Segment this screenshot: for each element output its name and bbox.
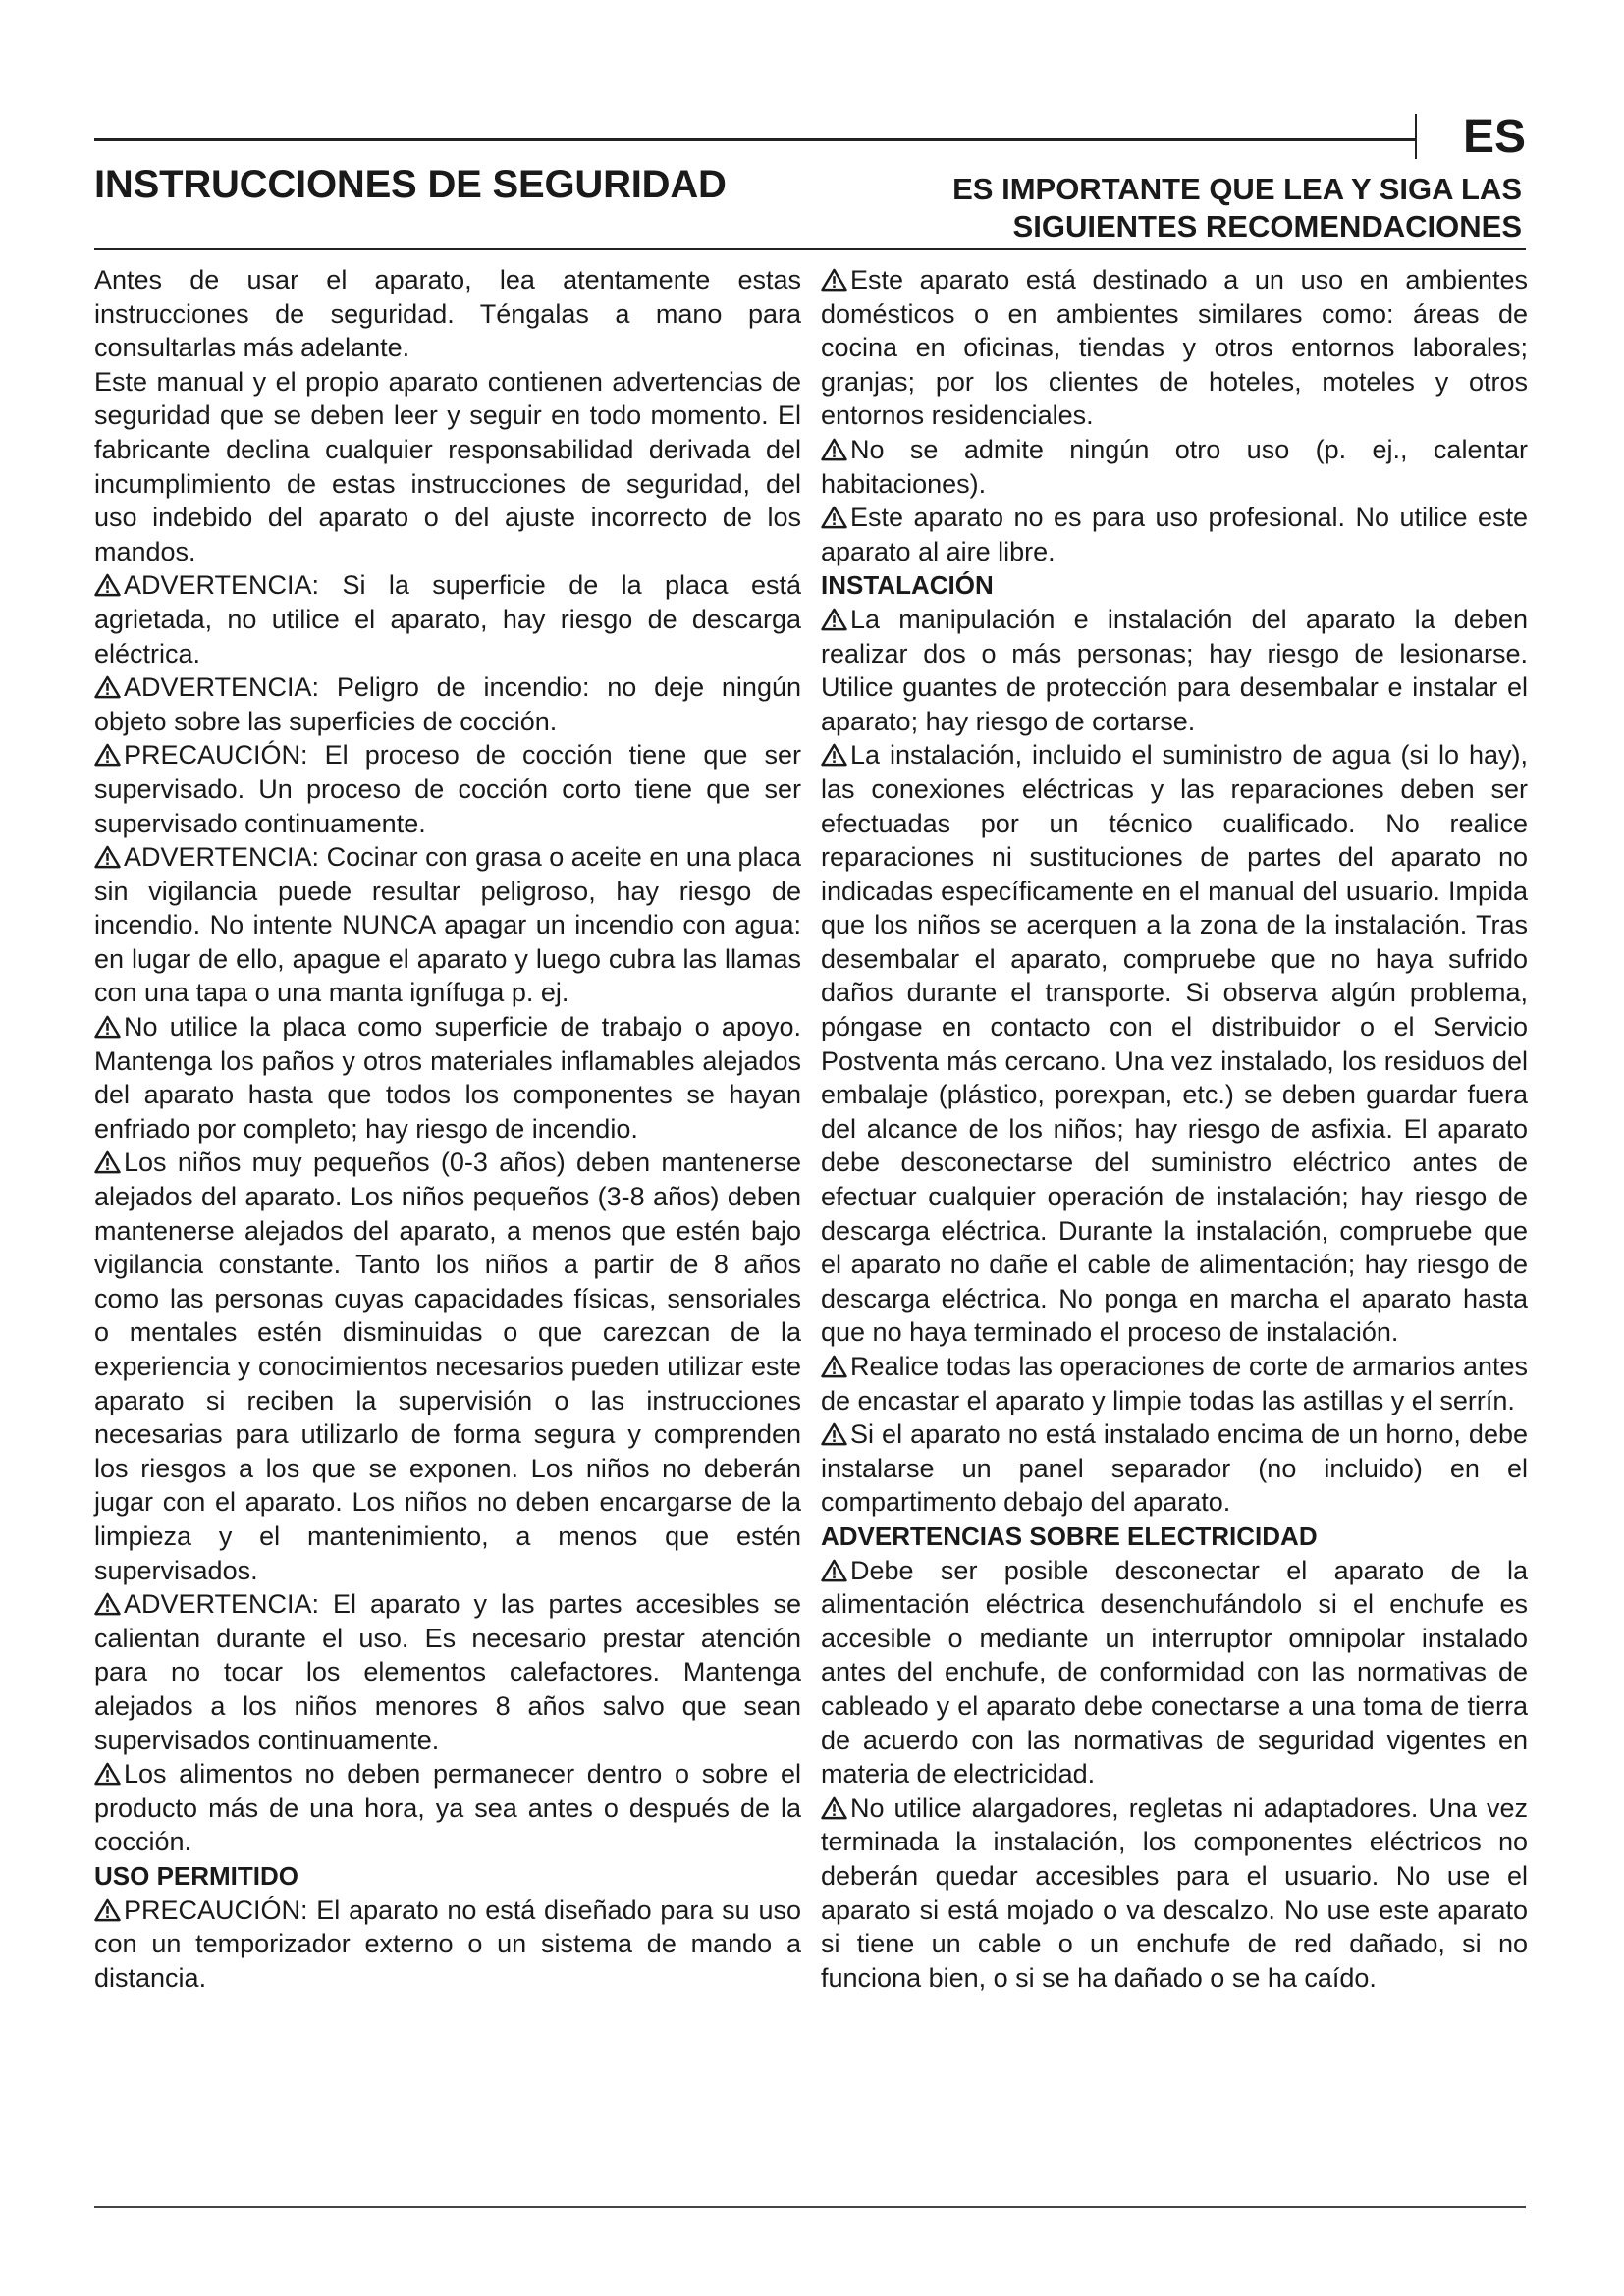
warning-icon [821, 743, 847, 767]
language-tab-divider [1415, 114, 1417, 159]
warning-paragraph: No se admite ningún otro uso (p. ej., calentar habitaciones). [821, 434, 1528, 499]
warning-icon [94, 743, 121, 767]
warning-icon [821, 1559, 847, 1582]
header-rule [94, 248, 1526, 250]
warning-paragraph: La instalación, incluido el suministro de agua (si lo hay), las conexiones eléctricas y las reparaciones deben ser efectuadas por un técnico cualificado. No realice reparaciones ni sustituciones de partes del aparato no indicadas específicamente en el manual del usuario. Impida que los niños se acerquen a la zona de la instalación. Tras desembalar el aparato, compruebe que no haya sufrido daños durante el transporte. Si observa algún problema, póngase en contacto con el distribuidor o el Servicio Postventa más cercano. Una vez instalado, los residuos del embalaje (plástico, porexpan, etc.) se deben guardar fuera del alcance de los niños; hay riesgo de asfixia. El aparato debe desconectarse del suministro eléctrico antes de efectuar cualquier operación de instalación; hay riesgo de descarga eléctrica. Durante la instalación, compruebe que el aparato no dañe el cable de alimentación; hay riesgo de descarga eléctrica. No ponga en marcha el aparato hasta que no haya terminado el proceso de instalación. [821, 740, 1528, 1348]
warning-icon [94, 1898, 121, 1922]
warning-icon [94, 573, 121, 597]
warning-icon [821, 268, 847, 292]
warning-icon [94, 845, 121, 869]
section-heading-instalacion: INSTALACIÓN [821, 570, 994, 601]
warning-paragraph: La manipulación e instalación del aparato la deben realizar dos o más personas; hay riesgo de lesionarse. Utilice guantes de protección para desembalar e instalar el aparato; hay riesgo de cortarse. [821, 604, 1528, 736]
warning-icon [821, 1422, 847, 1446]
section-heading-electricidad: ADVERTENCIAS SOBRE ELECTRICIDAD [821, 1521, 1318, 1551]
warning-icon [821, 438, 847, 461]
warning-icon [94, 1015, 121, 1039]
footer-rule [94, 2206, 1526, 2208]
warning-paragraph: Los alimentos no deben permanecer dentro o sobre el producto más de una hora, ya sea antes o después de la cocción. [94, 1759, 801, 1857]
warning-paragraph: ADVERTENCIA: El aparato y las partes accesibles se calientan durante el uso. Es necesario prestar atención para no tocar los elementos calefactores. Mantenga alejados a los niños menores 8 años salvo que sean supervisados continuamente. [94, 1589, 801, 1755]
page-subtitle-line-1: ES IMPORTANTE QUE LEA Y SIGA LAS [952, 172, 1522, 206]
warning-paragraph: PRECAUCIÓN: El aparato no está diseñado para su uso con un temporizador externo o un sistema de mando a distancia. [94, 1895, 801, 1993]
warning-paragraph: Este aparato no es para uso profesional. No utilice este aparato al aire libre. [821, 503, 1528, 566]
warning-icon [94, 1592, 121, 1616]
warning-paragraph: Si el aparato no está instalado encima de un horno, debe instalarse un panel separador (no incluido) en el compartimento debajo del aparato. [821, 1419, 1528, 1518]
warning-paragraph: Los niños muy pequeños (0-3 años) deben mantenerse alejados del aparato. Los niños pequeños (3-8 años) deben mantenerse alejados del aparato, a menos que estén bajo vigilancia constante. Tanto los niños a partir de 8 años como las personas cuyas capacidades físicas, sensoriales o mentales estén disminuidas o que carezcan de la experiencia y conocimientos necesarios pueden utilizar este aparato si reciben la supervisión o las instrucciones necesarias para utilizarlo de forma segura y comprenden los riesgos a los que se exponen. Los niños no deberán jugar con el aparato. Los niños no deben encargarse de la limpieza y el mantenimiento, a menos que estén supervisados. [94, 1148, 801, 1585]
warning-paragraph: Este aparato está destinado a un uso en ambientes domésticos o en ambientes similares como: áreas de cocina en oficinas, tiendas y otros entornos laborales; granjas; por los clientes de hoteles, moteles y otros entornos residenciales. [821, 265, 1528, 431]
warning-paragraph: Debe ser posible desconectar el aparato de la alimentación eléctrica desenchufándolo si el enchufe es accesible o mediante un interruptor omnipolar instalado antes del enchufe, de conformidad con las normativas de cableado y el aparato debe conectarse a una toma de tierra de acuerdo con las normativas de seguridad vigentes en materia de electricidad. [821, 1555, 1528, 1789]
warning-paragraph: No utilice la placa como superficie de trabajo o apoyo. Mantenga los paños y otros materiales inflamables alejados del aparato hasta que todos los componentes se hayan enfriado por completo; hay riesgo de incendio. [94, 1012, 801, 1144]
warning-paragraph: PRECAUCIÓN: El proceso de cocción tiene que ser supervisado. Un proceso de cocción corto tiene que ser supervisado continuamente. [94, 740, 801, 838]
top-rule [94, 138, 1415, 141]
intro-paragraph: Este manual y el propio aparato contienen advertencias de seguridad que se deben leer y seguir en todo momento. El fabricante declina cualquier responsabilidad derivada del incumplimiento de estas instrucciones de seguridad, del uso indebido del aparato o del ajuste incorrecto de los mandos. [94, 366, 801, 566]
warning-icon [821, 1355, 847, 1378]
page-subtitle-line-2: SIGUIENTES RECOMENDACIONES [1012, 209, 1522, 243]
warning-paragraph: No utilice alargadores, regletas ni adaptadores. Una vez terminada la instalación, los componentes eléctricos no deberán quedar accesibles para el usuario. No use el aparato si está mojado o va descalzo. No use este aparato si tiene un cable o un enchufe de red dañado, si no funciona bien, o si se ha dañado o se ha caído. [821, 1792, 1528, 1993]
warning-paragraph: ADVERTENCIA: Cocinar con grasa o aceite en una placa sin vigilancia puede resultar peligroso, hay riesgo de incendio. No intente NUNCA apagar un incendio con agua: en lugar de ello, apague el aparato y luego cubra las llamas con una tapa o una manta ignífuga p. ej. [94, 842, 801, 1008]
page-subtitle [952, 171, 1522, 245]
warning-icon [821, 608, 847, 631]
page-title: INSTRUCCIONES DE SEGURIDAD [94, 163, 727, 206]
warning-paragraph: Realice todas las operaciones de corte de armarios antes de encastar el aparato y limpie todas las astillas y el serrín. [821, 1352, 1528, 1415]
warning-icon [821, 506, 847, 529]
warning-paragraph: ADVERTENCIA: Peligro de incendio: no deje ningún objeto sobre las superficies de cocción. [94, 672, 801, 736]
warning-icon [821, 1796, 847, 1820]
left-column [94, 263, 801, 1995]
right-column [821, 263, 1528, 1995]
section-heading-uso-permitido: USO PERMITIDO [94, 1860, 299, 1891]
warning-paragraph: ADVERTENCIA: Si la superficie de la placa está agrietada, no utilice el aparato, hay riesgo de descarga eléctrica. [94, 570, 801, 668]
intro-paragraph: Antes de usar el aparato, lea atentamente estas instrucciones de seguridad. Téngalas a mano para consultarlas más adelante. [94, 265, 801, 363]
warning-icon [94, 675, 121, 699]
warning-icon [94, 1762, 121, 1786]
warning-icon [94, 1150, 121, 1174]
language-code: ES [1462, 111, 1526, 163]
